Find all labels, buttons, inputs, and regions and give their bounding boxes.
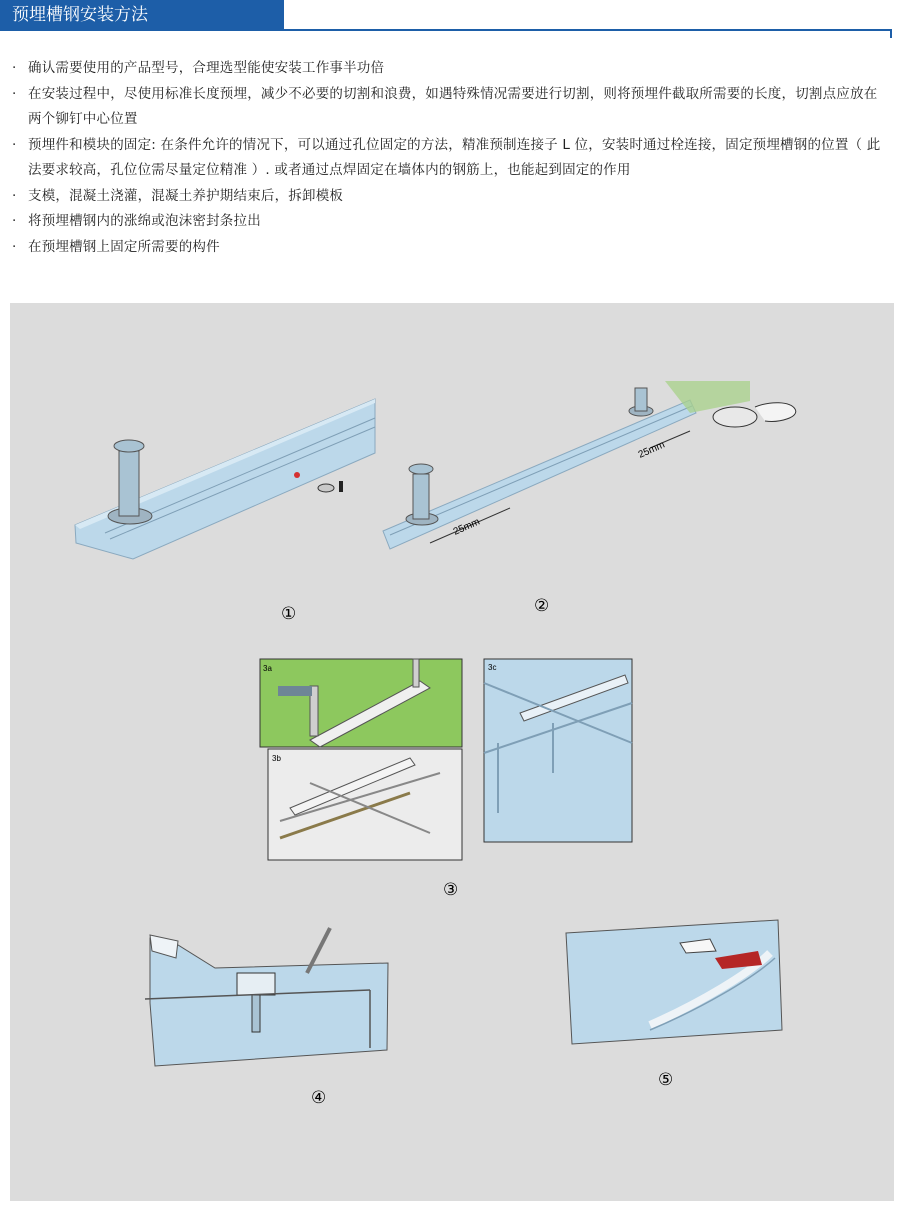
figure-2-channel-measured xyxy=(383,381,796,549)
step-text: 预埋件和模块的固定: 在条件允许的情况下，可以通过孔位固定的方法，精准预制连接子 L 位，安装时通过栓连接，固定预埋槽钢的位置（ 此法要求较高，孔位位需尽量定位精准 ）. 或者通过点焊固定在墙体内的钢筋上，也能起到固定的作用 xyxy=(28,136,881,178)
illustration-panel xyxy=(10,303,894,1201)
step-text: 将预埋槽钢内的涨绵或泡沫密封条拉出 xyxy=(28,213,261,229)
figure-marker-3: ③ xyxy=(443,880,459,900)
figure-marker-4: ④ xyxy=(311,1088,327,1108)
figure-3b-rebar-subpanel xyxy=(268,749,462,860)
step-item xyxy=(10,184,890,210)
bullet-dot: · xyxy=(12,187,17,204)
step-text: 在预埋槽钢上固定所需要的构件 xyxy=(28,238,220,255)
step-text: 确认需要使用的产品型号，合理选型能使安装工作事半功倍 xyxy=(28,60,385,76)
install-steps-list xyxy=(10,56,890,260)
subpanel-label-3b: 3b xyxy=(272,754,281,763)
figure-marker-1: ① xyxy=(281,604,297,624)
bullet-dot: · xyxy=(12,238,17,255)
step-item xyxy=(10,56,890,82)
illustrations-svg xyxy=(10,303,894,1201)
step-item xyxy=(10,133,890,184)
dimension-label: 25mm xyxy=(636,439,667,461)
dimension-label: 25mm xyxy=(451,516,482,538)
section-header xyxy=(0,0,900,38)
step-item xyxy=(10,82,890,133)
figure-marker-5: ⑤ xyxy=(658,1070,674,1090)
bullet-dot: · xyxy=(12,213,17,229)
figure-3a-grass-subpanel xyxy=(260,659,462,747)
page-title: 预埋槽钢安装方法 xyxy=(12,5,148,25)
bullet-dot: · xyxy=(12,60,17,76)
figure-5-strip-removal xyxy=(566,920,782,1044)
figure-3c-blue-subpanel xyxy=(484,659,632,842)
step-text: 在安装过程中，尽使用标准长度预埋，减少不必要的切割和浪费，如遇特殊情况需要进行切割，则将预埋件截取所需要的长度，切割点应放在两个铆钉中心位置 xyxy=(28,85,878,127)
step-item xyxy=(10,209,890,235)
figure-marker-2: ② xyxy=(534,596,550,616)
header-rule xyxy=(0,29,892,31)
bullet-dot: · xyxy=(12,136,17,153)
figure-1-channel-with-anchor xyxy=(75,399,375,559)
step-item xyxy=(10,235,890,261)
step-text: 支模，混凝土浇灌，混凝土养护期结束后，拆卸模板 xyxy=(28,187,344,204)
figure-4-concrete-section xyxy=(145,928,388,1066)
subpanel-label-3c: 3c xyxy=(488,663,497,672)
bullet-dot: · xyxy=(12,85,17,102)
subpanel-label-3a: 3a xyxy=(263,664,272,673)
header-rule-end xyxy=(890,29,892,38)
